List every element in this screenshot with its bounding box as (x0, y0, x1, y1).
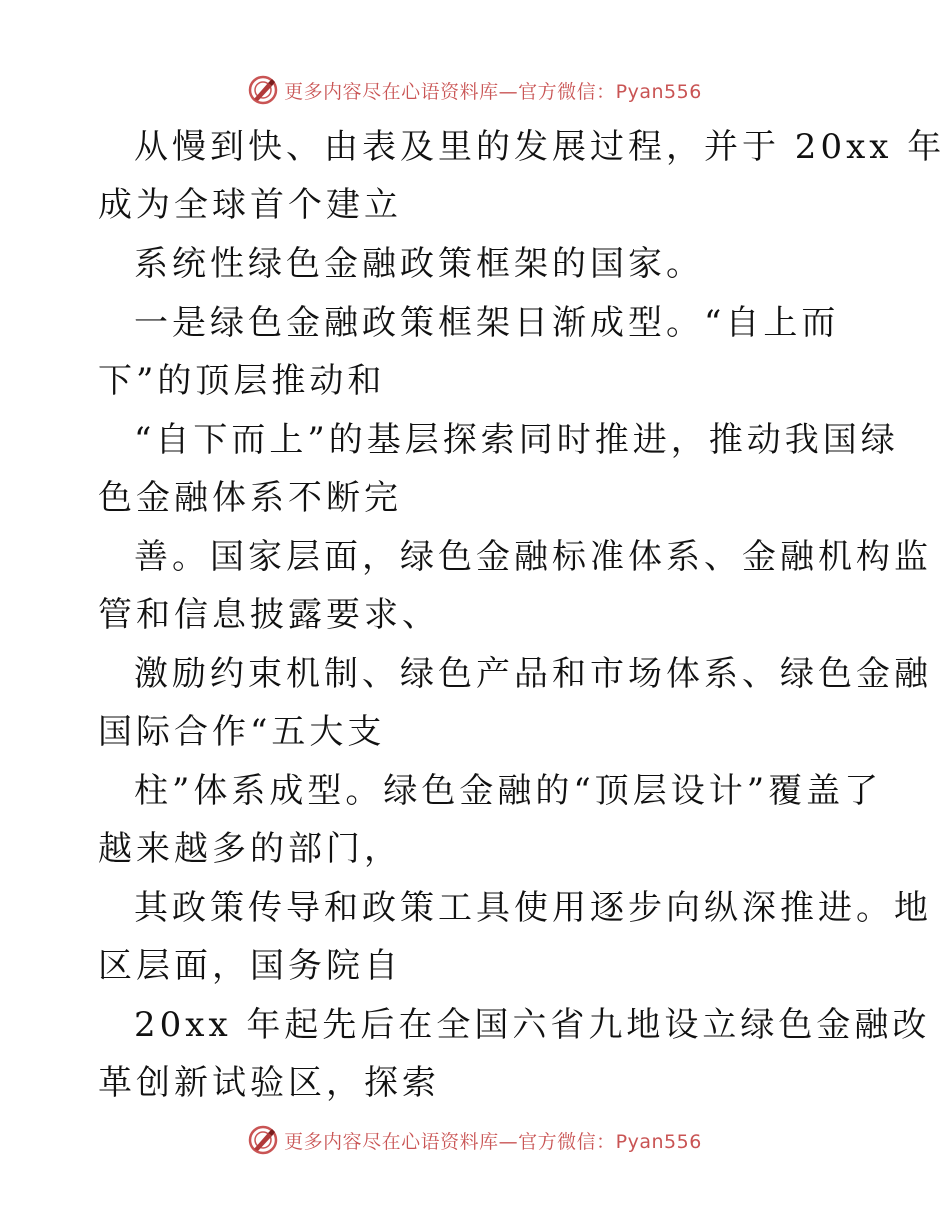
body-line: 成为全球首个建立 (98, 185, 402, 225)
body-line: 下”的顶层推动和 (98, 361, 386, 401)
body-line: 色金融体系不断完 (98, 478, 402, 518)
red-pen-logo-icon (248, 75, 278, 105)
body-line: 其政策传导和政策工具使用逐步向纵深推进。地 (134, 888, 932, 928)
footer-banner-text: 更多内容尽在心语资料库—官方微信：Pyan556 (284, 1130, 702, 1153)
footer-banner (0, 1120, 950, 1160)
body-line: 区层面，国务院自 (98, 946, 402, 986)
body-line: 从慢到快、由表及里的发展过程，并于 20xx 年 (134, 127, 946, 167)
body-line: 革创新试验区，探索 (98, 1063, 440, 1103)
body-line: 20xx 年起先后在全国六省九地设立绿色金融改 (134, 1005, 931, 1045)
body-line: 善。国家层面，绿色金融标准体系、金融机构监 (134, 537, 932, 577)
body-line: 柱”体系成型。绿色金融的“顶层设计”覆盖了 (134, 771, 883, 811)
body-line: “自下而上”的基层探索同时推进，推动我国绿 (134, 420, 899, 460)
body-line: 越来越多的部门， (98, 829, 402, 869)
header-banner (0, 70, 950, 110)
body-line: 系统性绿色金融政策框架的国家。 (134, 244, 704, 284)
body-line: 一是绿色金融政策框架日渐成型。“自上而 (134, 303, 840, 343)
body-line: 激励约束机制、绿色产品和市场体系、绿色金融 (134, 654, 932, 694)
body-line: 管和信息披露要求、 (98, 595, 440, 635)
red-pen-logo-icon (248, 1125, 278, 1155)
body-line: 国际合作“五大支 (98, 712, 386, 752)
header-banner-text: 更多内容尽在心语资料库—官方微信：Pyan556 (284, 80, 702, 103)
